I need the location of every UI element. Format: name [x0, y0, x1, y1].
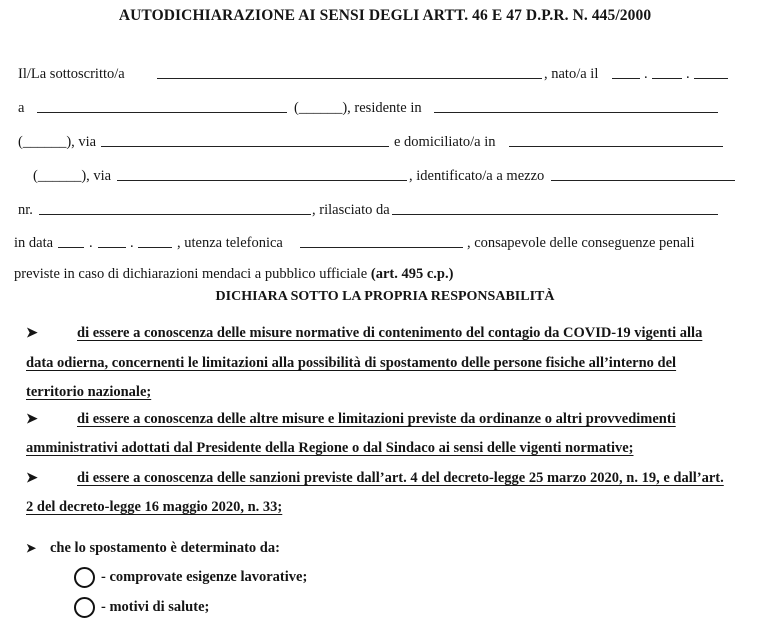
art495-label: (art. 495 c.p.)	[370, 266, 454, 282]
document-title: AUTODICHIARAZIONE AI SENSI DEGLI ARTT. 46 E 47 D.P.R. N. 445/2000	[118, 7, 652, 24]
via1-label: (______), via	[18, 134, 97, 150]
dot-separator: .	[686, 66, 690, 82]
sottoscritto-label: Il/La sottoscritto/a	[18, 66, 125, 82]
birth-month-field[interactable]	[652, 78, 682, 79]
issue-day-field[interactable]	[58, 247, 84, 248]
bullet-1-line-1: di essere a conoscenza delle misure normative di contenimento del contagio da COVID-19 vigenti alla	[77, 325, 703, 341]
via2-label: (______), via	[33, 168, 112, 184]
residence-field[interactable]	[434, 112, 718, 113]
domicile-street-field[interactable]	[117, 180, 407, 181]
nato-label: , nato/a il	[544, 66, 599, 82]
bullet-2-line-1: di essere a conoscenza delle altre misure e limitazioni previste da ordinanze o altri provvedimenti	[77, 411, 676, 427]
residence-street-field[interactable]	[101, 146, 389, 147]
bullet-2-line-2: amministrativi adottati dal Presidente della Regione o dal Sindaco ai sensi delle vigenti normative;	[26, 440, 634, 456]
id-document-field[interactable]	[551, 180, 735, 181]
domiciliato-label: e domiciliato/a in	[394, 134, 496, 150]
residente-label: (______), residente in	[294, 100, 422, 116]
radio-circle-icon[interactable]	[74, 567, 95, 588]
birth-year-field[interactable]	[694, 78, 728, 79]
dichiara-heading: DICHIARA SOTTO LA PROPRIA RESPONSABILITÀ	[215, 289, 555, 304]
previste-label: previste in caso di dichiarazioni mendaci a pubblico ufficiale	[14, 266, 368, 282]
bullet-1-line-3: territorio nazionale;	[26, 384, 152, 400]
birth-place-field[interactable]	[37, 112, 287, 113]
consapevole-label: , consapevole delle conseguenze penali	[467, 235, 695, 251]
radio-circle-icon[interactable]	[74, 597, 95, 618]
issue-month-field[interactable]	[98, 247, 126, 248]
in-data-label: in data	[14, 235, 54, 251]
spostamento-label: che lo spostamento è determinato da:	[50, 540, 280, 556]
bullet-3-line-1: di essere a conoscenza delle sanzioni previste dall’art. 4 del decreto-legge 25 marzo 2020, n. 19, e dall’art.	[77, 470, 724, 486]
birth-day-field[interactable]	[612, 78, 640, 79]
arrow-bullet-icon: ➤	[26, 412, 38, 427]
issue-year-field[interactable]	[138, 247, 172, 248]
option-lavoro: - comprovate esigenze lavorative;	[101, 569, 308, 585]
arrow-bullet-icon: ➤	[26, 326, 38, 341]
utenza-label: , utenza telefonica	[177, 235, 283, 251]
document-number-field[interactable]	[39, 214, 311, 215]
dot-separator: .	[89, 235, 93, 251]
name-field[interactable]	[157, 78, 542, 79]
bullet-1-line-2: data odierna, concernenti le limitazioni alla possibilità di spostamento delle persone fisiche all’interno del	[26, 355, 677, 371]
dot-separator: .	[130, 235, 134, 251]
issued-by-field[interactable]	[392, 214, 718, 215]
dot-separator: .	[644, 66, 648, 82]
rilasciato-label: , rilasciato da	[312, 202, 390, 218]
phone-field[interactable]	[300, 247, 463, 248]
nr-label: nr.	[18, 202, 33, 218]
previste-text	[14, 266, 453, 283]
arrow-bullet-icon: ➤	[26, 541, 37, 555]
bullet-3-line-2: 2 del decreto-legge 16 maggio 2020, n. 33;	[26, 499, 283, 515]
option-salute: - motivi di salute;	[101, 599, 210, 615]
arrow-bullet-icon: ➤	[26, 471, 38, 486]
a-label: a	[18, 100, 25, 116]
domicile-field[interactable]	[509, 146, 723, 147]
identificato-label: , identificato/a a mezzo	[409, 168, 545, 184]
